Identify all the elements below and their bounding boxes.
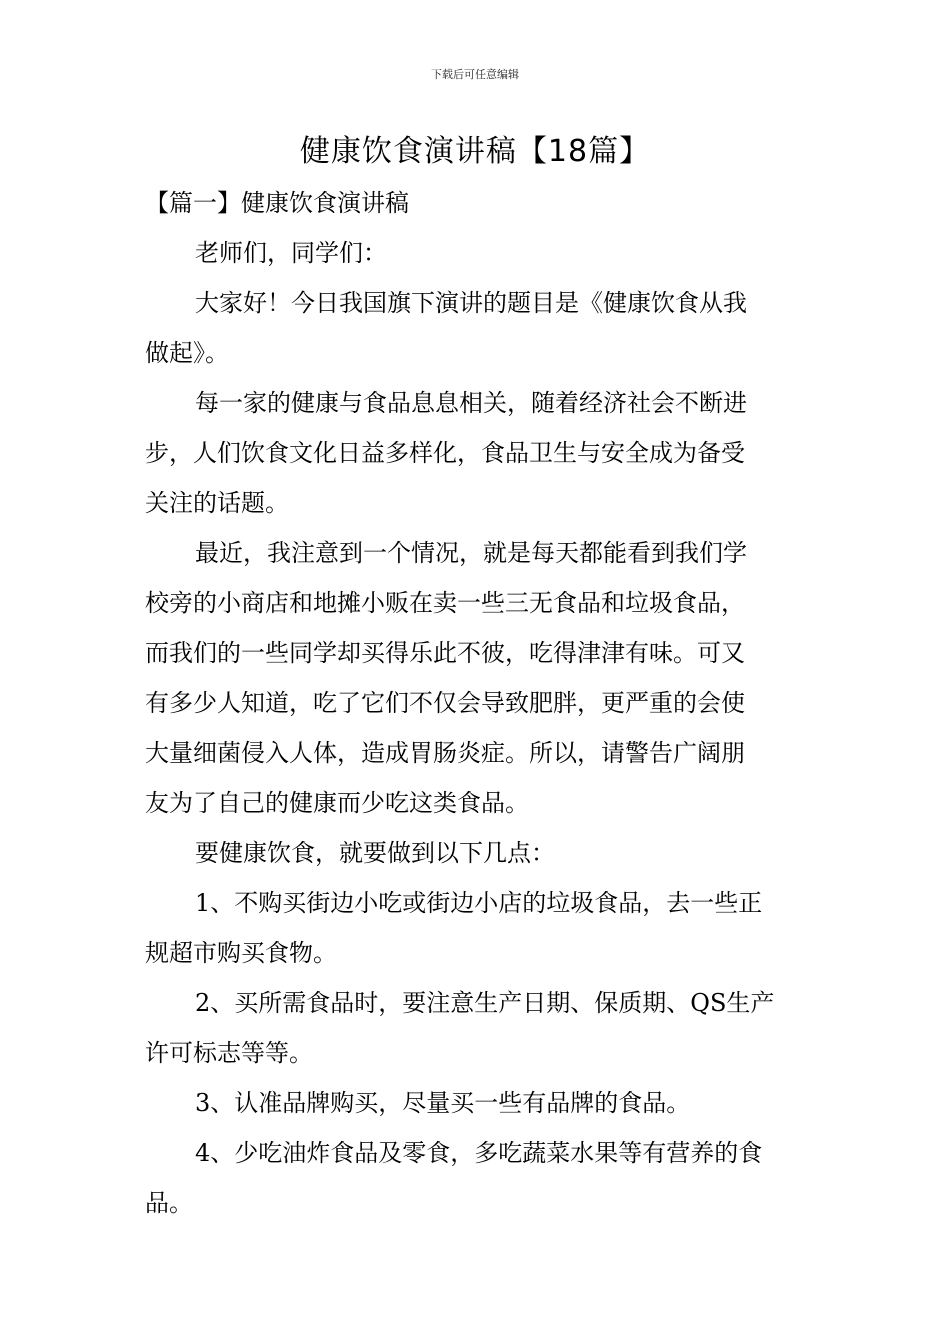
paragraph — [145, 228, 811, 278]
paragraph-list — [145, 228, 811, 1228]
paragraph-line: 3、认准品牌购买，尽量买一些有品牌的食品。 — [195, 1089, 691, 1117]
paragraph — [145, 978, 811, 1078]
paragraph-line: 1、不购买街边小吃或街边小店的垃圾食品，去一些正 — [195, 889, 763, 917]
header-note: 下载后可任意编辑 — [431, 68, 519, 81]
section-heading: 【篇一】健康饮食演讲稿 — [145, 189, 409, 217]
document-body — [145, 178, 811, 1228]
paragraph — [145, 878, 811, 978]
paragraph-line: 大家好！今日我国旗下演讲的题目是《健康饮食从我 — [195, 289, 747, 317]
paragraph-line: 步，人们饮食文化日益多样化，食品卫生与安全成为备受 — [145, 439, 745, 467]
paragraph — [145, 528, 811, 828]
paragraph-line: 有多少人知道，吃了它们不仅会导致肥胖，更严重的会使 — [145, 689, 745, 717]
paragraph-line: 老师们，同学们： — [195, 239, 387, 267]
paragraph-line: 关注的话题。 — [145, 489, 289, 517]
paragraph-line: 最近，我注意到一个情况，就是每天都能看到我们学 — [195, 539, 747, 567]
paragraph — [145, 1128, 811, 1228]
paragraph-line: 要健康饮食，就要做到以下几点： — [195, 839, 555, 867]
paragraph-line: 大量细菌侵入人体，造成胃肠炎症。所以，请警告广阔朋 — [145, 739, 745, 767]
paragraph-line: 做起》。 — [145, 339, 229, 367]
paragraph-line: 品。 — [145, 1189, 193, 1217]
paragraph-line: 校旁的小商店和地摊小贩在卖一些三无食品和垃圾食品， — [145, 589, 745, 617]
paragraph-line: 2、买所需食品时，要注意生产日期、保质期、QS生产 — [195, 989, 775, 1017]
paragraph — [145, 278, 811, 378]
document-title: 健康饮食演讲稿【18篇】 — [299, 134, 651, 169]
paragraph-line: 规超市购买食物。 — [145, 939, 337, 967]
paragraph-line: 许可标志等等。 — [145, 1039, 313, 1067]
paragraph-line: 4、少吃油炸食品及零食，多吃蔬菜水果等有营养的食 — [195, 1139, 763, 1167]
paragraph — [145, 378, 811, 528]
paragraph-line: 每一家的健康与食品息息相关，随着经济社会不断进 — [195, 389, 747, 417]
paragraph — [145, 1078, 811, 1128]
paragraph — [145, 828, 811, 878]
paragraph-line: 而我们的一些同学却买得乐此不彼，吃得津津有味。可又 — [145, 639, 745, 667]
paragraph-line: 友为了自己的健康而少吃这类食品。 — [145, 789, 529, 817]
